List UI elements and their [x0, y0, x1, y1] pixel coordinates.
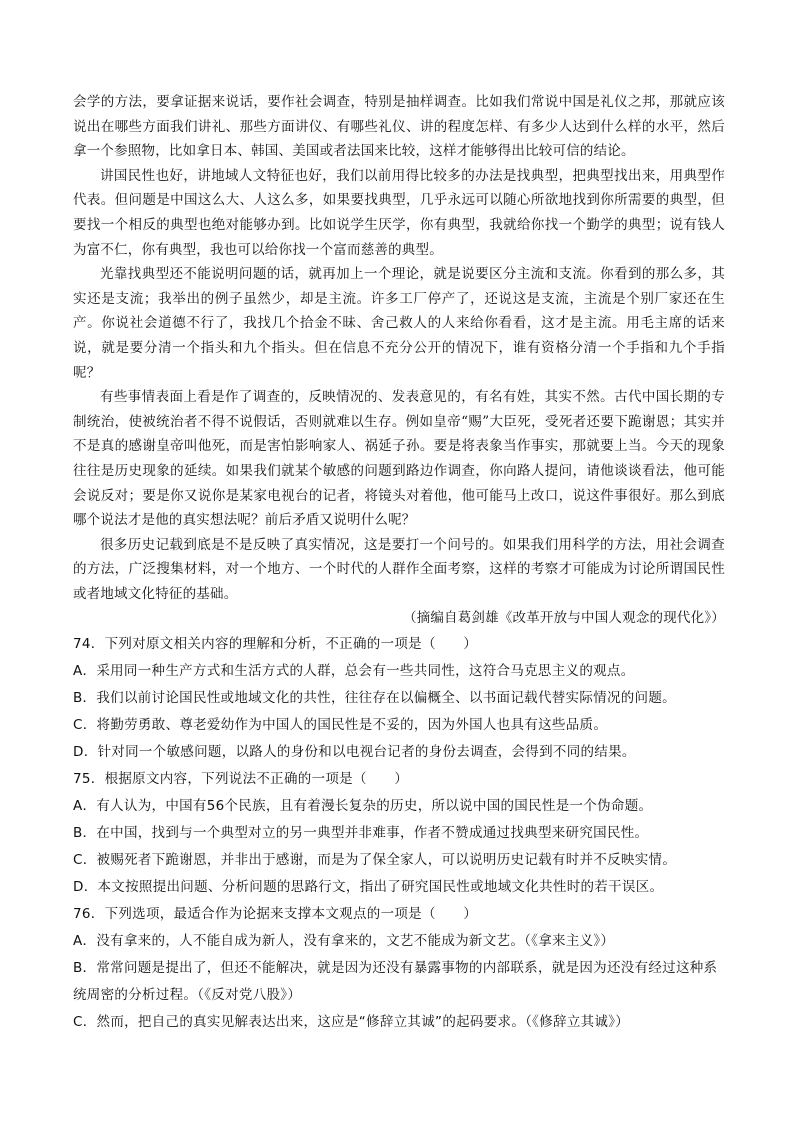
- exam-page: [73, 90, 725, 1036]
- option-c: C．将勤劳勇敢、尊老爱幼作为中国人的国民性是不妥的，因为外国人也具有这些品质。: [73, 717, 608, 734]
- passage-paragraph: 讲国民性也好，讲地域人文特征也好，我们以前用得比较多的办法是找典型，把典型找出来，用典型作代表。但问题是中国这么大、人这么多，如果要找典型，几乎永远可以随心所欲地找到你所需要的典型，但要找一个相反的典型也绝对能够办到。比如说学生厌学，你有典型，我就给你找一个勤学的典型；说有钱人为富不仁，你有典型，我也可以给你找一个富而慈善的典型。: [73, 167, 725, 258]
- option-a: A．没有拿来的，人不能自成为新人，没有拿来的，文艺不能成为新文艺。（《拿来主义》）: [73, 933, 615, 950]
- question-76: [73, 901, 725, 1036]
- option-d: D．本文按照提出问题、分析问题的思路行文，指出了研究国民性或地域文化共性时的若干误区。: [73, 879, 664, 896]
- question-74: [73, 631, 725, 766]
- passage-paragraph: 会学的方法，要拿证据来说话，要作社会调查，特别是抽样调查。比如我们常说中国是礼仪之邦，那就应该说出在哪些方面我们讲礼、那些方面讲仪、有哪些礼仪、讲的程度怎样、有多少人达到什么样的水平，然后拿一个参照物，比如拿日本、韩国、美国或者法国来比较，这样才能够得出比较可信的结论。: [73, 94, 725, 160]
- passage-paragraph: 有些事情表面上看是作了调查的，反映情况的、发表意见的，有名有姓，其实不然。古代中国长期的专制统治，使被统治者不得不说假话，否则就难以生存。例如皇帝“赐”大臣死，受死者还要下跪谢恩；其实并不是真的感谢皇帝叫他死，而是害怕影响家人、祸延子孙。要是将表象当作事实，那就要上当。今天的现象往往是历史现象的延续。如果我们就某个敏感的问题到路边作调查，你向路人提问，请他谈谈看法，他可能会说反对；要是你又说你是某家电视台的记者，将镜头对着他，他可能马上改口，说这件事很好。那么到底哪个说法才是他的真实想法呢？前后矛盾又说明什么呢？: [73, 389, 725, 529]
- option-b: B．我们以前讨论国民性或地域文化的共性，往往存在以偏概全、以书面记载代替实际情况的问题。: [73, 690, 676, 707]
- option-c: C．然而，把自己的真实见解表达出来，这应是“修辞立其诚”的起码要求。（《修辞立其诚》）: [73, 1014, 630, 1031]
- option-b: B．常常问题是提出了，但还不能解决，就是因为还没有暴露事物的内部联系，就是因为还没有经过这种系统周密的分析过程。（《反对党八股》）: [73, 960, 718, 1004]
- option-a: A．有人认为，中国有56个民族，且有着漫长复杂的历史，所以说中国的国民性是一个伪命题。: [73, 798, 653, 815]
- option-d: D．针对同一个敏感问题，以路人的身份和以电视台记者的身份去调查，会得到不同的结果。: [73, 744, 636, 761]
- option-b: B．在中国，找到与一个典型对立的另一典型并非难事，作者不赞成通过找典型来研究国民性。: [73, 825, 649, 842]
- question-stem: 74．下列对原文相关内容的理解和分析，不正确的一项是（ ）: [73, 636, 478, 653]
- passage-paragraph: 光靠找典型还不能说明问题的话，就再加上一个理论，就是说要区分主流和支流。你看到的那么多，其实还是支流；我举出的例子虽然少，却是主流。许多工厂停产了，还说这是支流，主流是个别厂家还在生产。你说社会道德不行了，我找几个拾金不昧、舍己救人的人来给你看看，这才是主流。用毛主席的话来说，就是要分清一个指头和九个指头。但在信息不充分公开的情况下，谁有资格分清一个手指和九个手指呢？: [73, 266, 725, 381]
- passage-source: （摘编自葛剑雄《改革开放与中国人观念的现代化》）: [402, 610, 725, 627]
- option-c: C．被赐死者下跪谢恩，并非出于感谢，而是为了保全家人，可以说明历史记载有时并不反映实情。: [73, 852, 677, 869]
- question-75: [73, 766, 725, 901]
- question-stem: 76．下列选项，最适合作为论据来支撑本文观点的一项是（ ）: [73, 906, 478, 923]
- question-stem: 75．根据原文内容，下列说法不正确的一项是（ ）: [73, 771, 409, 788]
- passage-paragraph: 很多历史记载到底是不是反映了真实情况，这是要打一个问号的。如果我们用科学的方法，用社会调查的方法，广泛搜集材料，对一个地方、一个时代的人群作全面考察，这样的考察才可能成为讨论所谓国民性或者地域文化特征的基础。: [73, 536, 725, 602]
- reading-passage: [73, 90, 725, 631]
- option-a: A．采用同一种生产方式和生活方式的人群，总会有一些共同性，这符合马克思主义的观点。: [73, 663, 635, 680]
